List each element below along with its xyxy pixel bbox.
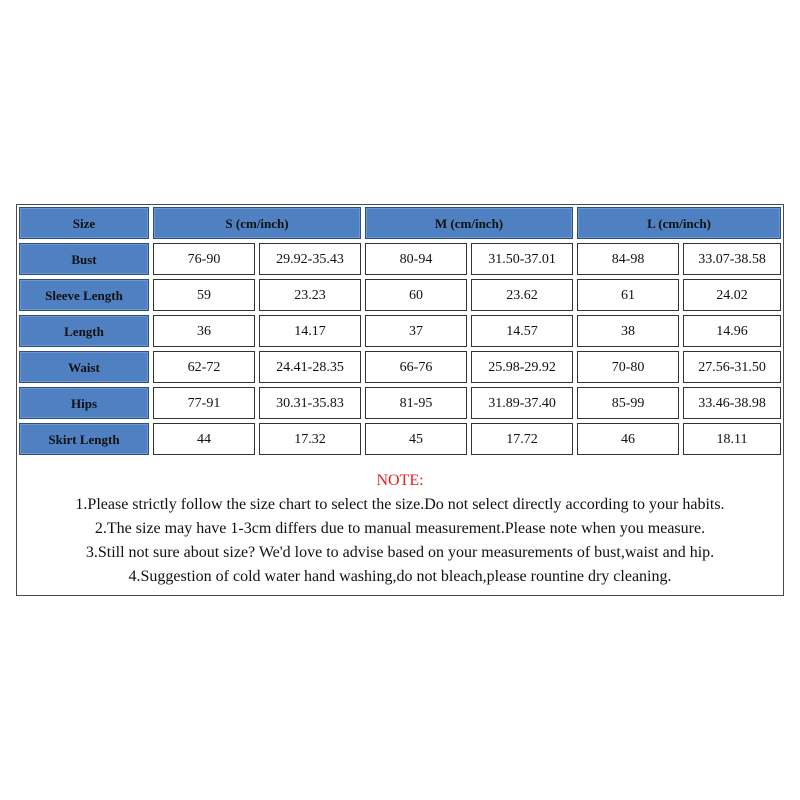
cell-m-in: 25.98-29.92: [469, 349, 575, 385]
cell-m-cm: 81-95: [363, 385, 469, 421]
cell-s-in: 30.31-35.83: [257, 385, 363, 421]
cell-m-in: 23.62: [469, 277, 575, 313]
cell-s-in: 23.23: [257, 277, 363, 313]
row-label: Hips: [17, 385, 151, 421]
cell-m-cm: 66-76: [363, 349, 469, 385]
note-line: 1.Please strictly follow the size chart to select the size.Do not select directly according to your habits.: [75, 496, 725, 513]
size-chart: [16, 204, 784, 596]
cell-m-in: 17.72: [469, 421, 575, 457]
cell-m-in: 31.50-37.01: [469, 241, 575, 277]
row-label: Sleeve Length: [17, 277, 151, 313]
cell-l-cm: 38: [575, 313, 681, 349]
table-row: [17, 349, 783, 385]
cell-s-in: 24.41-28.35: [257, 349, 363, 385]
header-size: Size: [17, 205, 151, 241]
header-l: L (cm/inch): [575, 205, 783, 241]
cell-s-cm: 44: [151, 421, 257, 457]
cell-s-in: 14.17: [257, 313, 363, 349]
notes-section: [17, 455, 783, 589]
cell-l-in: 27.56-31.50: [681, 349, 783, 385]
header-s: S (cm/inch): [151, 205, 363, 241]
row-label: Length: [17, 313, 151, 349]
cell-m-cm: 80-94: [363, 241, 469, 277]
cell-m-in: 31.89-37.40: [469, 385, 575, 421]
table-row: [17, 241, 783, 277]
note-line: 2.The size may have 1-3cm differs due to manual measurement.Please note when you measure.: [94, 520, 706, 537]
row-label: Bust: [17, 241, 151, 277]
cell-l-cm: 46: [575, 421, 681, 457]
cell-s-cm: 59: [151, 277, 257, 313]
row-label: Skirt Length: [17, 421, 151, 457]
cell-s-in: 29.92-35.43: [257, 241, 363, 277]
table-body: [17, 241, 783, 457]
cell-s-cm: 36: [151, 313, 257, 349]
table-row: [17, 277, 783, 313]
header-row: [17, 205, 783, 241]
note-line: 4.Suggestion of cold water hand washing,do not bleach,please rountine dry cleaning.: [128, 568, 672, 585]
table-row: [17, 421, 783, 457]
note-title: NOTE:: [376, 472, 424, 489]
size-table: [17, 205, 783, 457]
cell-m-cm: 45: [363, 421, 469, 457]
header-m: M (cm/inch): [363, 205, 575, 241]
row-label: Waist: [17, 349, 151, 385]
cell-s-in: 17.32: [257, 421, 363, 457]
cell-l-cm: 70-80: [575, 349, 681, 385]
cell-l-cm: 61: [575, 277, 681, 313]
table-row: [17, 313, 783, 349]
note-line: 3.Still not sure about size? We'd love to advise based on your measurements of bust,waist and hip.: [85, 544, 715, 561]
cell-l-cm: 84-98: [575, 241, 681, 277]
cell-s-cm: 77-91: [151, 385, 257, 421]
cell-l-in: 14.96: [681, 313, 783, 349]
cell-l-cm: 85-99: [575, 385, 681, 421]
cell-l-in: 24.02: [681, 277, 783, 313]
table-row: [17, 385, 783, 421]
cell-l-in: 33.07-38.58: [681, 241, 783, 277]
cell-m-cm: 60: [363, 277, 469, 313]
cell-s-cm: 62-72: [151, 349, 257, 385]
cell-l-in: 33.46-38.98: [681, 385, 783, 421]
cell-m-cm: 37: [363, 313, 469, 349]
cell-s-cm: 76-90: [151, 241, 257, 277]
cell-l-in: 18.11: [681, 421, 783, 457]
cell-m-in: 14.57: [469, 313, 575, 349]
